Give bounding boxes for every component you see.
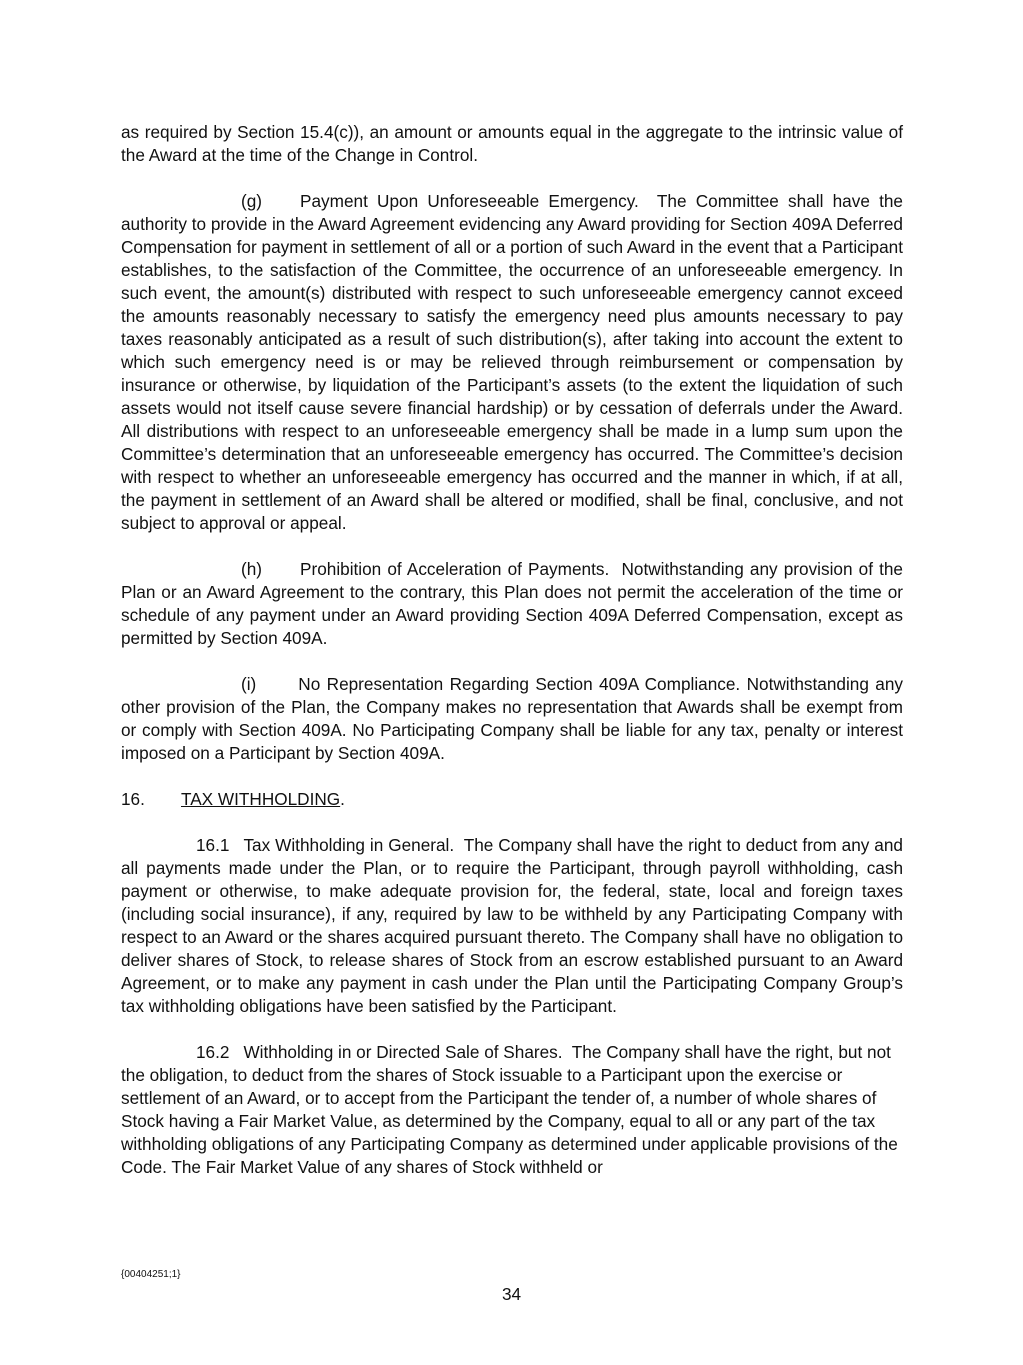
section-16-1-number: 16.1 bbox=[196, 835, 230, 855]
section-16-number: 16. bbox=[121, 789, 145, 809]
section-16-2-body: The Company shall have the right, but not the obligation, to deduct from the shares of Stock issuable to a Participant upon the exercise or settlement of an Award, or to accept from the Participant the tender of, a number of whole shares of Stock having a Fair Market Value, as determined by the Company, equal to all or any part of the tax withholding obligations of any Participating Company as determined under applicable provisions of the Code. The Fair Market Value of any shares of Stock withheld or bbox=[121, 1042, 898, 1177]
section-16-1 bbox=[121, 834, 903, 1018]
section-16-1-body: The Company shall have the right to deduct from any and all payments made under the Plan, or to require the Participant, through payroll withholding, cash payment or otherwise, to make adequate provision for, the federal, state, local and foreign taxes (including social insurance), if any, required by law to be withheld by any Participating Company with respect to an Award or the shares acquired pursuant thereto. The Company shall have no obligation to deliver shares of Stock, to release shares of Stock from an escrow established pursuant to an Award Agreement, or to make any payment in cash under the Plan until the Participating Company Group’s tax withholding obligations have been satisfied by the Participant. bbox=[121, 835, 903, 1016]
paragraph-i-title: No Representation Regarding Section 409A Compliance. bbox=[298, 674, 741, 694]
paragraph-i bbox=[121, 673, 903, 765]
document-body bbox=[121, 121, 903, 1179]
paragraph-i-label: (i) bbox=[241, 674, 257, 694]
section-16-title-suffix: . bbox=[340, 789, 345, 809]
section-16-2-title: Withholding in or Directed Sale of Shares. bbox=[243, 1042, 563, 1062]
paragraph-g-label: (g) bbox=[241, 191, 263, 211]
paragraph-i-body: Notwithstanding any other provision of the Plan, the Company makes no representation that Awards shall be exempt from or comply with Section 409A. No Participating Company shall be liable for any tax, penalty or interest imposed on a Participant by Section 409A. bbox=[121, 674, 903, 763]
paragraph-g bbox=[121, 190, 903, 535]
paragraph-continuation: as required by Section 15.4(c)), an amount or amounts equal in the aggregate to the intrinsic value of the Award at the time of the Change in Control. bbox=[121, 122, 903, 165]
section-16-heading bbox=[121, 788, 903, 811]
paragraph-g-title: Payment Upon Unforeseeable Emergency. bbox=[300, 191, 639, 211]
section-16-2-number: 16.2 bbox=[196, 1042, 230, 1062]
document-id: {00404251;1} bbox=[121, 1269, 181, 1280]
paragraph-g-body: The Committee shall have the authority to provide in the Award Agreement evidencing any Award providing for Section 409A Deferred Compensation for payment in settlement of all or a portion of such Award in the event that a Participant establishes, to the satisfaction of the Committee, the occurrence of an unforeseeable emergency. In such event, the amount(s) distributed with respect to such unforeseeable emergency cannot exceed the amounts reasonably necessary to satisfy the emergency need plus amounts necessary to pay taxes reasonably anticipated as a result of such distribution(s), after taking into account the extent to which such emergency need is or may be relieved through reimbursement or compensation by insurance or otherwise, by liquidation of the Participant’s assets (to the extent the liquidation of such assets would not itself cause severe financial hardship) or by cessation of deferrals under the Award. All distributions with respect to an unforeseeable emergency shall be made in a lump sum upon the Committee’s determination that an unforeseeable emergency has occurred. The Committee’s decision with respect to whether an unforeseeable emergency has occurred and the manner in which, if at all, the payment in settlement of an Award shall be altered or modified, shall be final, conclusive, and not subject to approval or appeal. bbox=[121, 191, 903, 533]
page-number: 34 bbox=[501, 1284, 522, 1304]
section-16-1-title: Tax Withholding in General. bbox=[243, 835, 455, 855]
paragraph-h bbox=[121, 558, 903, 650]
paragraph-h-label: (h) bbox=[241, 559, 263, 579]
paragraph-h-title: Prohibition of Acceleration of Payments. bbox=[300, 559, 610, 579]
section-16-2 bbox=[121, 1041, 903, 1179]
paragraph-h-body: Notwithstanding any provision of the Plan or an Award Agreement to the contrary, this Plan does not permit the acceleration of the time or schedule of any payment under an Award providing Section 409A Deferred Compensation, except as permitted by Section 409A. bbox=[121, 559, 903, 648]
section-16-title: TAX WITHHOLDING bbox=[181, 789, 341, 809]
